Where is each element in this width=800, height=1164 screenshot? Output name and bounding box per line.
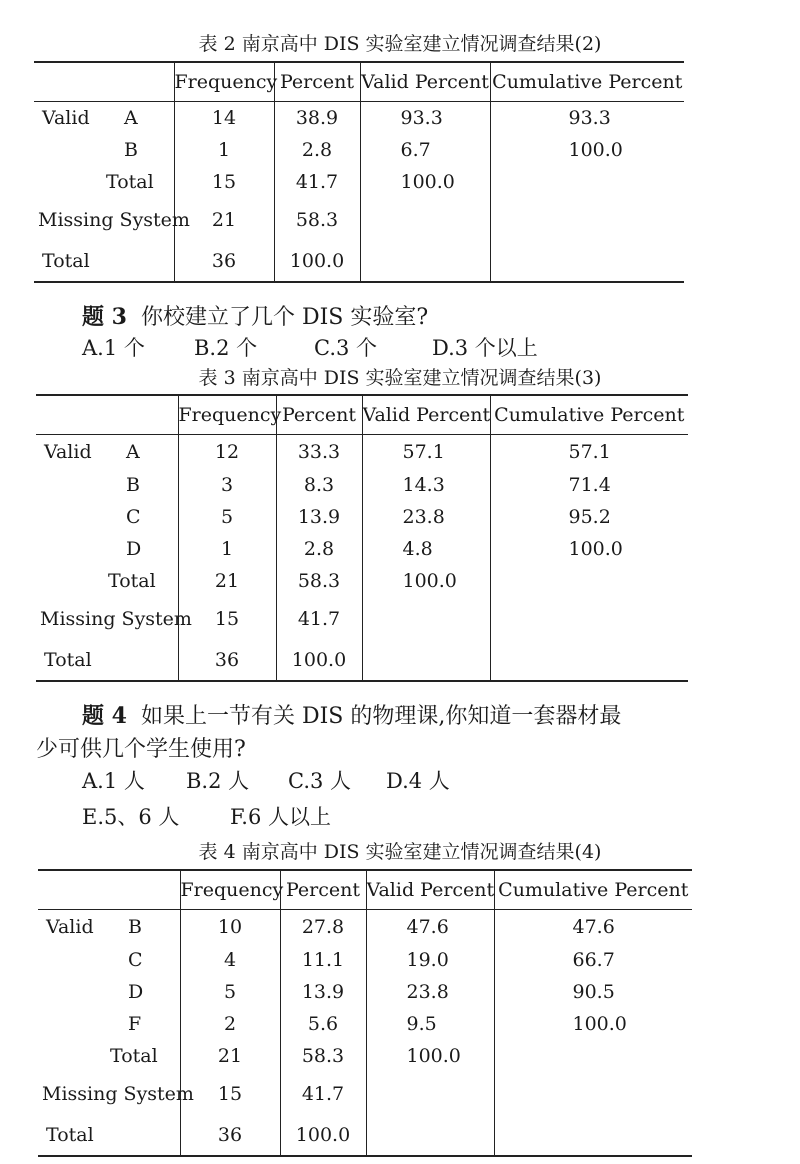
valid-percent-cell: 57.1 <box>362 435 490 469</box>
percent-cell: 41.7 <box>274 166 360 198</box>
frequency-cell: 14 <box>174 102 274 134</box>
header-cell: Frequency <box>178 395 276 435</box>
valid-percent-cell: 47.6 <box>366 910 494 944</box>
row-label-cell <box>38 944 180 976</box>
header-cell-empty <box>34 62 174 102</box>
header-cell: Cumulative Percent <box>490 62 684 102</box>
option-item: A.1 人 <box>82 769 145 793</box>
frequency-cell: 21 <box>180 1040 280 1072</box>
table-row <box>36 435 688 469</box>
header-cell: Valid Percent <box>360 62 490 102</box>
valid-percent-cell: 93.3 <box>360 102 490 134</box>
cumulative-percent-cell: 100.0 <box>490 134 684 166</box>
group-label: Valid <box>44 440 92 463</box>
row-label-cell <box>36 501 178 533</box>
percent-cell: 100.0 <box>280 1116 366 1156</box>
valid-percent-cell: 14.3 <box>362 469 490 501</box>
row-label-cell <box>38 976 180 1008</box>
category-label: C <box>126 505 141 528</box>
cumulative-percent-cell: 90.5 <box>494 976 692 1008</box>
valid-percent-cell <box>366 1072 494 1116</box>
percent-cell: 13.9 <box>276 501 362 533</box>
percent-cell: 8.3 <box>276 469 362 501</box>
total-label: Total <box>106 170 154 193</box>
question-3-options <box>82 335 538 361</box>
percent-cell: 100.0 <box>276 641 362 681</box>
table-row <box>36 501 688 533</box>
row-label-cell <box>36 435 178 469</box>
table-row <box>34 134 684 166</box>
percent-cell: 2.8 <box>274 134 360 166</box>
cumulative-percent-cell: 100.0 <box>490 533 688 565</box>
option-item: A.1 个 <box>82 336 145 360</box>
table-header-row <box>38 870 692 910</box>
question-3-number: 题 3 <box>82 304 127 330</box>
cumulative-percent-cell: 66.7 <box>494 944 692 976</box>
question-3-text: 你校建立了几个 DIS 实验室? <box>140 305 429 330</box>
question-4-options-row1 <box>82 768 450 794</box>
percent-cell: 41.7 <box>280 1072 366 1116</box>
percent-cell: 27.8 <box>280 910 366 944</box>
option-item: D.3 个以上 <box>432 336 538 360</box>
option-item: B.2 个 <box>194 336 258 360</box>
cumulative-percent-cell: 100.0 <box>494 1008 692 1040</box>
valid-percent-cell <box>362 597 490 641</box>
cumulative-percent-cell <box>490 242 684 282</box>
table-row <box>36 641 688 681</box>
row-label-cell <box>34 198 190 242</box>
valid-percent-cell <box>360 198 490 242</box>
category-label: D <box>126 537 142 560</box>
percent-cell: 2.8 <box>276 533 362 565</box>
frequency-cell: 36 <box>178 641 276 681</box>
valid-percent-cell: 4.8 <box>362 533 490 565</box>
option-item: F.6 人以上 <box>230 805 332 829</box>
cumulative-percent-cell: 57.1 <box>490 435 688 469</box>
table-4-caption: 表 4 南京高中 DIS 实验室建立情况调查结果(4) <box>198 841 602 863</box>
table-row <box>38 976 692 1008</box>
category-label: D <box>128 980 144 1003</box>
valid-percent-cell <box>366 1116 494 1156</box>
category-label: A <box>124 106 138 129</box>
percent-cell: 100.0 <box>274 242 360 282</box>
percent-cell: 5.6 <box>280 1008 366 1040</box>
missing-label: Missing System <box>40 607 192 630</box>
frequency-cell: 15 <box>180 1072 280 1116</box>
frequency-cell: 12 <box>178 435 276 469</box>
valid-percent-cell <box>362 641 490 681</box>
table-row <box>36 565 688 597</box>
question-4 <box>82 702 621 731</box>
category-label: B <box>126 473 140 496</box>
header-cell: Frequency <box>174 62 274 102</box>
valid-percent-cell: 100.0 <box>360 166 490 198</box>
cumulative-percent-cell <box>490 597 688 641</box>
valid-percent-cell: 23.8 <box>366 976 494 1008</box>
header-cell: Valid Percent <box>366 870 494 910</box>
table-2-caption: 表 2 南京高中 DIS 实验室建立情况调查结果(2) <box>198 33 602 55</box>
frequency-cell: 15 <box>178 597 276 641</box>
percent-cell: 58.3 <box>280 1040 366 1072</box>
cumulative-percent-cell <box>494 1072 692 1116</box>
frequency-cell: 3 <box>178 469 276 501</box>
row-label-cell <box>36 533 178 565</box>
valid-percent-cell: 19.0 <box>366 944 494 976</box>
header-cell-empty <box>38 870 180 910</box>
row-label-cell <box>38 1008 180 1040</box>
frequency-cell: 36 <box>180 1116 280 1156</box>
row-label-cell <box>34 134 174 166</box>
frequency-cell: 21 <box>174 198 274 242</box>
cumulative-percent-cell <box>494 1040 692 1072</box>
cumulative-percent-cell <box>494 1116 692 1156</box>
percent-cell: 33.3 <box>276 435 362 469</box>
table-header-row <box>34 62 684 102</box>
frequency-cell: 4 <box>180 944 280 976</box>
frequency-cell: 2 <box>180 1008 280 1040</box>
valid-percent-cell: 100.0 <box>362 565 490 597</box>
header-cell: Cumulative Percent <box>494 870 692 910</box>
row-label-cell <box>36 565 178 597</box>
table-3 <box>36 394 688 682</box>
question-4-options-row2 <box>82 804 331 830</box>
cumulative-percent-cell: 71.4 <box>490 469 688 501</box>
percent-cell: 13.9 <box>280 976 366 1008</box>
category-label: C <box>128 948 143 971</box>
table-2 <box>34 61 684 283</box>
question-4-text-line2: 少可供几个学生使用? <box>36 737 246 762</box>
group-label: Valid <box>42 106 90 129</box>
cumulative-percent-cell: 47.6 <box>494 910 692 944</box>
row-label-cell <box>38 910 180 944</box>
valid-percent-cell: 6.7 <box>360 134 490 166</box>
table-row <box>38 910 692 944</box>
valid-percent-cell: 9.5 <box>366 1008 494 1040</box>
percent-cell: 41.7 <box>276 597 362 641</box>
header-cell: Frequency <box>180 870 280 910</box>
table-3-caption: 表 3 南京高中 DIS 实验室建立情况调查结果(3) <box>198 367 602 389</box>
row-label-cell <box>38 1040 180 1072</box>
table-header-row <box>36 395 688 435</box>
cumulative-percent-cell: 93.3 <box>490 102 684 134</box>
table-row <box>34 242 684 282</box>
cumulative-percent-cell <box>490 641 688 681</box>
table-4 <box>38 869 692 1157</box>
frequency-cell: 21 <box>178 565 276 597</box>
frequency-cell: 1 <box>174 134 274 166</box>
category-label: B <box>124 138 138 161</box>
table-row <box>38 1040 692 1072</box>
table-row <box>34 102 684 134</box>
frequency-cell: 10 <box>180 910 280 944</box>
option-item: D.4 人 <box>386 769 450 793</box>
valid-percent-cell <box>360 242 490 282</box>
total-label: Total <box>110 1044 158 1067</box>
header-cell: Percent <box>280 870 366 910</box>
header-cell: Percent <box>276 395 362 435</box>
cumulative-percent-cell <box>490 198 684 242</box>
valid-percent-cell: 23.8 <box>362 501 490 533</box>
question-4-cont <box>36 736 246 764</box>
missing-label: Missing System <box>42 1082 194 1105</box>
table-row <box>36 533 688 565</box>
table-row <box>38 944 692 976</box>
percent-cell: 11.1 <box>280 944 366 976</box>
percent-cell: 58.3 <box>274 198 360 242</box>
row-label-cell <box>38 1072 194 1116</box>
table-row <box>34 166 684 198</box>
total-label: Total <box>46 1124 94 1146</box>
total-label: Total <box>42 250 90 272</box>
row-label-cell <box>38 1116 180 1156</box>
category-label: A <box>126 440 140 463</box>
table-row <box>38 1116 692 1156</box>
frequency-cell: 36 <box>174 242 274 282</box>
frequency-cell: 5 <box>180 976 280 1008</box>
percent-cell: 58.3 <box>276 565 362 597</box>
total-label: Total <box>108 569 156 592</box>
header-cell: Percent <box>274 62 360 102</box>
cumulative-percent-cell <box>490 166 684 198</box>
question-4-number: 题 4 <box>82 703 127 729</box>
frequency-cell: 15 <box>174 166 274 198</box>
table-row <box>36 597 688 641</box>
option-item: E.5、6 人 <box>82 805 180 829</box>
frequency-cell: 5 <box>178 501 276 533</box>
frequency-cell: 1 <box>178 533 276 565</box>
row-label-cell <box>34 166 174 198</box>
option-item: B.2 人 <box>186 769 250 793</box>
percent-cell: 38.9 <box>274 102 360 134</box>
valid-percent-cell: 100.0 <box>366 1040 494 1072</box>
option-item: C.3 人 <box>288 769 352 793</box>
header-cell: Cumulative Percent <box>490 395 688 435</box>
header-cell: Valid Percent <box>362 395 490 435</box>
row-label-cell <box>36 597 192 641</box>
category-label: B <box>128 915 142 938</box>
header-cell-empty <box>36 395 178 435</box>
cumulative-percent-cell <box>490 565 688 597</box>
group-label: Valid <box>46 915 94 938</box>
table-row <box>38 1072 692 1116</box>
cumulative-percent-cell: 95.2 <box>490 501 688 533</box>
row-label-cell <box>36 469 178 501</box>
row-label-cell <box>36 641 178 681</box>
table-row <box>34 198 684 242</box>
table-row <box>38 1008 692 1040</box>
table-row <box>36 469 688 501</box>
question-4-text-line1: 如果上一节有关 DIS 的物理课,你知道一套器材最 <box>140 704 622 729</box>
missing-label: Missing System <box>38 208 190 231</box>
option-item: C.3 个 <box>314 336 378 360</box>
total-label: Total <box>44 649 92 671</box>
question-3 <box>82 303 428 332</box>
category-label: F <box>128 1012 142 1035</box>
row-label-cell <box>34 102 174 134</box>
row-label-cell <box>34 242 174 282</box>
